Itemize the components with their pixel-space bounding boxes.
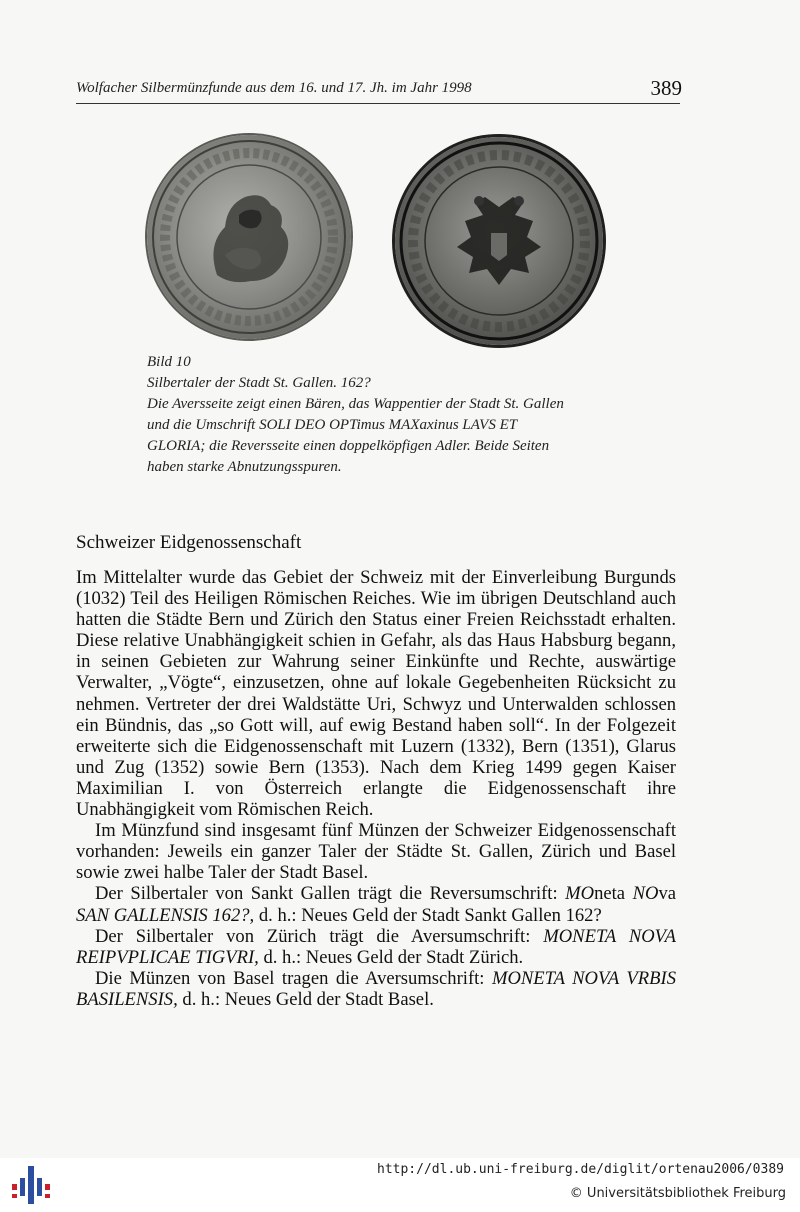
text-run: Die Münzen von Basel tragen die Aversumschrift:: [95, 967, 492, 989]
coin-obverse-image: [147, 135, 351, 339]
bear-coin-graphic: [147, 135, 351, 339]
running-title: Wolfacher Silbermünzfunde aus dem 16. und 17. Jh. im Jahr 1998: [76, 80, 472, 96]
page-number: 389: [650, 76, 682, 100]
text-run: va: [658, 883, 676, 905]
running-head: [76, 80, 682, 97]
italic-run: SAN GALLENSIS 162?,: [76, 904, 255, 926]
double-eagle-coin-graphic: [395, 137, 603, 345]
header-rule: [76, 103, 680, 104]
paragraph: [76, 883, 676, 925]
paragraph: Im Mittelalter wurde das Gebiet der Schweiz mit der Einverleibung Burgunds (1032) Teil des Heiligen Römischen Reiches. Wie im übrigen Deutschland auch hatten die Städte Bern und Zürich den Status einer Freien Reichsstadt erhalten. Diese relative Unabhängigkeit schien in Gefahr, als das Haus Habsburg begann, in seinen Gebieten zur Wahrung seiner Einkünfte und Rechte, auswärtige Verwalter, „Vögte“, einzusetzen, ohne auf lokale Gegebenheiten Rücksicht zu nehmen. Vertreter der drei Waldstätte Uri, Schwyz und Unterwalden schlossen ein Bündnis, das „so Gott will, auf ewig Bestand haben soll“. In der Folgezeit erweiterte sich die Eidgenossenschaft mit Luzern (1332), Bern (1351), Glarus und Zug (1352) sowie Bern (1353). Nach dem Krieg 1499 gegen Kaiser Maximilian I. von Österreich erlangte die Eidgenossenschaft ihre Unabhängigkeit vom Römischen Reich.: [76, 567, 676, 821]
caption-line: haben starke Abnutzungsspuren.: [147, 459, 342, 475]
italic-run: MONETA NOVA VRBIS BASILENSIS,: [76, 967, 676, 1010]
caption-line: und die Umschrift SOLI DEO OPTimus MAXaxinus LAVS ET: [147, 417, 518, 433]
permalink[interactable]: http://dl.ub.uni-freiburg.de/diglit/ortenau2006/0389: [377, 1162, 784, 1177]
italic-run: MO: [565, 883, 595, 905]
text-run: d. h.: Neues Geld der Stadt Basel.: [177, 988, 434, 1010]
text-run: Der Silbertaler von Zürich trägt die Aversumschrift:: [95, 925, 544, 947]
caption-line: Die Aversseite zeigt einen Bären, das Wappentier der Stadt St. Gallen: [147, 396, 564, 412]
paragraph: [76, 926, 676, 968]
paragraph: Im Münzfund sind insgesamt fünf Münzen der Schweizer Eidgenossenschaft vorhanden: Jeweils ein ganzer Taler der Städte St. Gallen, Zürich und Basel sowie zwei halbe Taler der Stadt Basel.: [76, 820, 676, 884]
library-logo-icon: [10, 1164, 52, 1206]
coin-reverse-image: [395, 137, 603, 345]
italic-run: MONETA NOVA REIPVPLICAE TIGVRI,: [76, 925, 676, 968]
body-text: [76, 567, 676, 1010]
caption-line: GLORIA; die Reversseite einen doppelköpfigen Adler. Beide Seiten: [147, 438, 550, 454]
caption-label: Bild 10: [147, 354, 191, 370]
text-run: Der Silbertaler von Sankt Gallen trägt die Reversumschrift:: [95, 883, 566, 905]
caption-line: Silbertaler der Stadt St. Gallen. 162?: [147, 375, 371, 391]
text-run: d. h.: Neues Geld der Stadt Sankt Gallen 162?: [254, 904, 602, 926]
copyright-notice: © Universitätsbibliothek Freiburg: [569, 1186, 786, 1201]
paragraph: [76, 968, 676, 1010]
section-heading: Schweizer Eidgenossenschaft: [76, 532, 302, 553]
figure-caption: [147, 352, 617, 478]
italic-run: NO: [632, 883, 659, 905]
text-run: d. h.: Neues Geld der Stadt Zürich.: [258, 946, 524, 968]
footer-bar: [0, 1158, 800, 1212]
text-run: neta: [594, 883, 626, 905]
